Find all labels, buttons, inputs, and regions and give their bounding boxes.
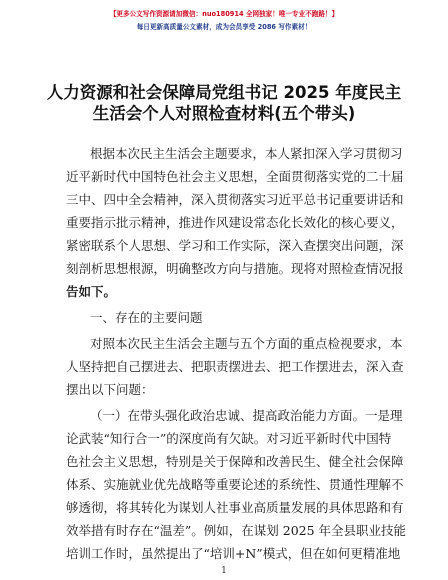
subsection-line: （一）在带头强化政治忠诚、提高政治能力方面。一是理 [90,408,403,423]
subsection-line: 体系、实施就业优先战略等重要论述的系统性、贯通性理解不 [66,477,404,492]
intro-line: 刻剖析思想根源，明确整改方向与措施。现将对照检查情况报 [66,261,404,276]
subsection-line: 效举措有时存在“温差”。例如，在谋划 2025 年全县职业技能 [66,523,407,538]
section-line: 对照本次民主生活会主题与五个方面的重点检视要求，本 [90,336,403,351]
subsection-line: 培训工作时，虽然提出了“培训+N”模式，但在如何更精准地 [66,546,401,561]
page-number: 1 [221,566,227,576]
section-heading-problems: 一、存在的主要问题 [90,310,203,325]
section-line: 摆出以下问题： [66,382,154,397]
subsection-line: 色社会主义思想，特别是关于保障和改善民生、健全社会保障 [66,454,404,469]
intro-line-end: 告如下。 [66,284,117,299]
promo-banner-top: 【更多公文写作资源请加微信：nuo180914 全网独家！唯一专业不跑路！】 [109,10,339,18]
intro-line: 重要指示批示精神，推进作风建设常态化长效化的核心要义， [66,215,404,230]
intro-line: 根据本次民主生活会主题要求，本人紧扣深入学习贯彻习 [90,146,403,161]
promo-banner-sub: 每日更新高质量公文素材，成为会员享受 2086 写作素材！ [136,23,312,31]
section-line: 人坚持把自己摆进去、把职责摆进去、把工作摆进去，深入查 [66,359,404,374]
document-title-line-1: 人力资源和社会保障局党组书记 2025 年度民主 [46,83,402,102]
intro-line: 近平新时代中国特色社会主义思想，全面贯彻落实党的二十届 [66,169,404,184]
subsection-line: 够透彻，将其转化为谋划人社事业高质量发展的具体思路和有 [66,500,404,515]
document-title-line-2: 生活会个人对照检查材料(五个带头) [92,104,356,123]
intro-line: 紧密联系个人思想、学习和工作实际，深入查摆突出问题，深 [66,238,404,253]
intro-line: 三中、四中全会精神，深入贯彻落实习近平总书记重要讲话和 [66,192,404,207]
subsection-line: 论武装“知行合一”的深度尚有欠缺。对习近平新时代中国特 [66,431,392,446]
